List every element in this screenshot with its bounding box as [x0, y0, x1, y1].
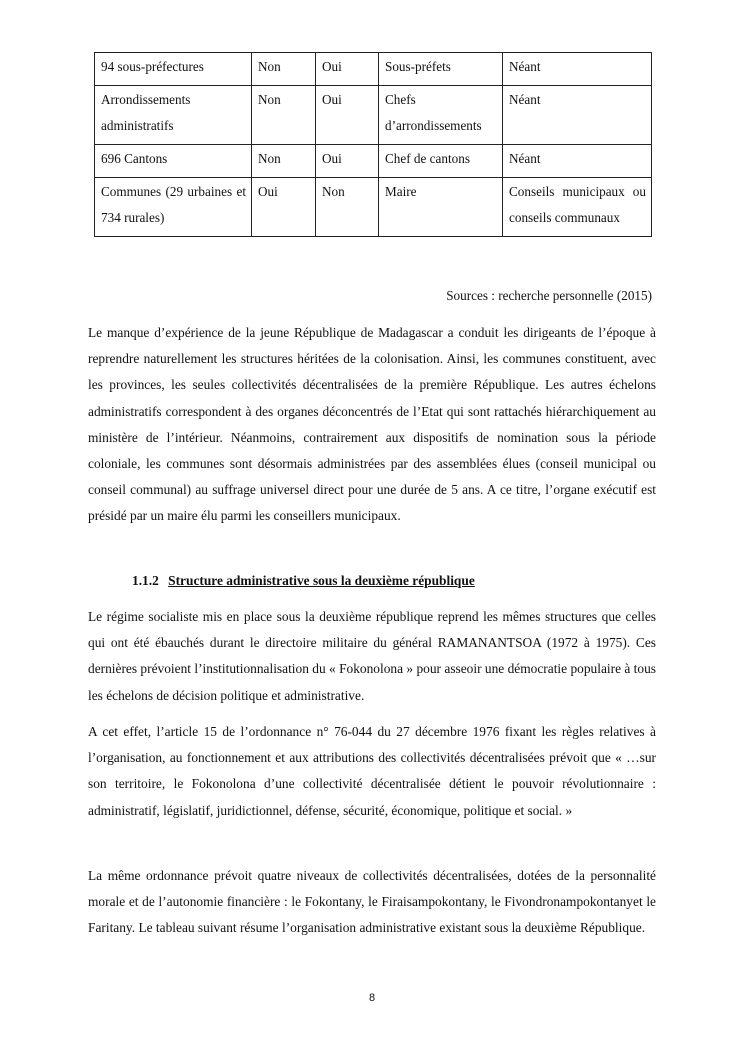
- table-source-note: Sources : recherche personnelle (2015): [446, 288, 652, 303]
- page-number: 8: [368, 992, 376, 1004]
- table-row: [95, 145, 652, 178]
- table-cell-executive: Sous-préfets: [379, 53, 503, 86]
- table-cell-level: Communes (29 urbaines et 734 rurales): [95, 178, 252, 237]
- table-cell-level: 94 sous-préfectures: [95, 53, 252, 86]
- paragraph-first-republic: Le manque d’expérience de la jeune République de Madagascar a conduit les dirigeants de l’époque à reprendre naturellement les structures héritées de la colonisation. Ainsi, les communes constituent, avec les provinces, les seules collectivités décentralisées de la première République. Les autres échelons administratifs correspondent à des organes déconcentrés de l’Etat qui sont rattachés hiérarchiquement au ministère de l’intérieur. Néanmoins, contrairement aux dispositifs de nomination sous la période coloniale, les communes sont désormais administrées par des assemblées élues (conseil municipal ou conseil communal) au suffrage universel direct pour une durée de 5 ans. A ce titre, l’organe exécutif est présidé par un maire élu parmi les conseillers municipaux.: [88, 325, 656, 524]
- table-cell-deliberative: Néant: [503, 145, 652, 178]
- table-cell-autonomy: Oui: [316, 145, 379, 178]
- table-cell-legal: Non: [252, 53, 316, 86]
- table-cell-autonomy: Oui: [316, 86, 379, 145]
- table-cell-level: 696 Cantons: [95, 145, 252, 178]
- table-cell-executive: Chefs d’arrondissements: [379, 86, 503, 145]
- table-row: [95, 53, 652, 86]
- table-cell-level: Arrondissements administratifs: [95, 86, 252, 145]
- table-cell-autonomy: Non: [316, 178, 379, 237]
- administrative-structure-table: [94, 52, 652, 237]
- table-row: [95, 178, 652, 237]
- table-cell-legal: Non: [252, 145, 316, 178]
- section-title: Structure administrative sous la deuxième république: [168, 573, 475, 588]
- table-cell-legal: Non: [252, 86, 316, 145]
- table-row: [95, 86, 652, 145]
- section-heading: [132, 571, 475, 591]
- paragraph-socialist-regime: Le régime socialiste mis en place sous la deuxième république reprend les mêmes structures que celles qui ont été ébauchés durant le directoire militaire du général RAMANANTSOA (1972 à 1975). Ces dernières prévoient l’institutionnalisation du « Fokonolona » pour asseoir une démocratie populaire à tous les échelons de décision politique et administrative.: [88, 609, 656, 703]
- table-cell-deliberative: Néant: [503, 86, 652, 145]
- table-cell-autonomy: Oui: [316, 53, 379, 86]
- table-cell-executive: Chef de cantons: [379, 145, 503, 178]
- table-cell-deliberative: Conseils municipaux ou conseils communaux: [503, 178, 652, 237]
- table-cell-deliberative: Néant: [503, 53, 652, 86]
- table-cell-legal: Oui: [252, 178, 316, 237]
- table-cell-executive: Maire: [379, 178, 503, 237]
- paragraph-four-levels: La même ordonnance prévoit quatre niveaux de collectivités décentralisées, dotées de la personnalité morale et de l’autonomie financière : le Fokontany, le Firaisampokontany, le Fivondronampokontanyet le Faritany. Le tableau suivant résume l’organisation administrative existant sous la deuxième République.: [88, 868, 656, 936]
- paragraph-article-15: A cet effet, l’article 15 de l’ordonnance n° 76-044 du 27 décembre 1976 fixant les règles relatives à l’organisation, au fonctionnement et aux attributions des collectivités décentralisées prévoit que « …sur son territoire, le Fokonolona d’une collectivité décentralisée détient le pouvoir révolutionnaire : administratif, législatif, juridictionnel, défense, sécurité, économique, politique et social. »: [88, 724, 656, 818]
- section-number: 1.1.2: [132, 573, 159, 588]
